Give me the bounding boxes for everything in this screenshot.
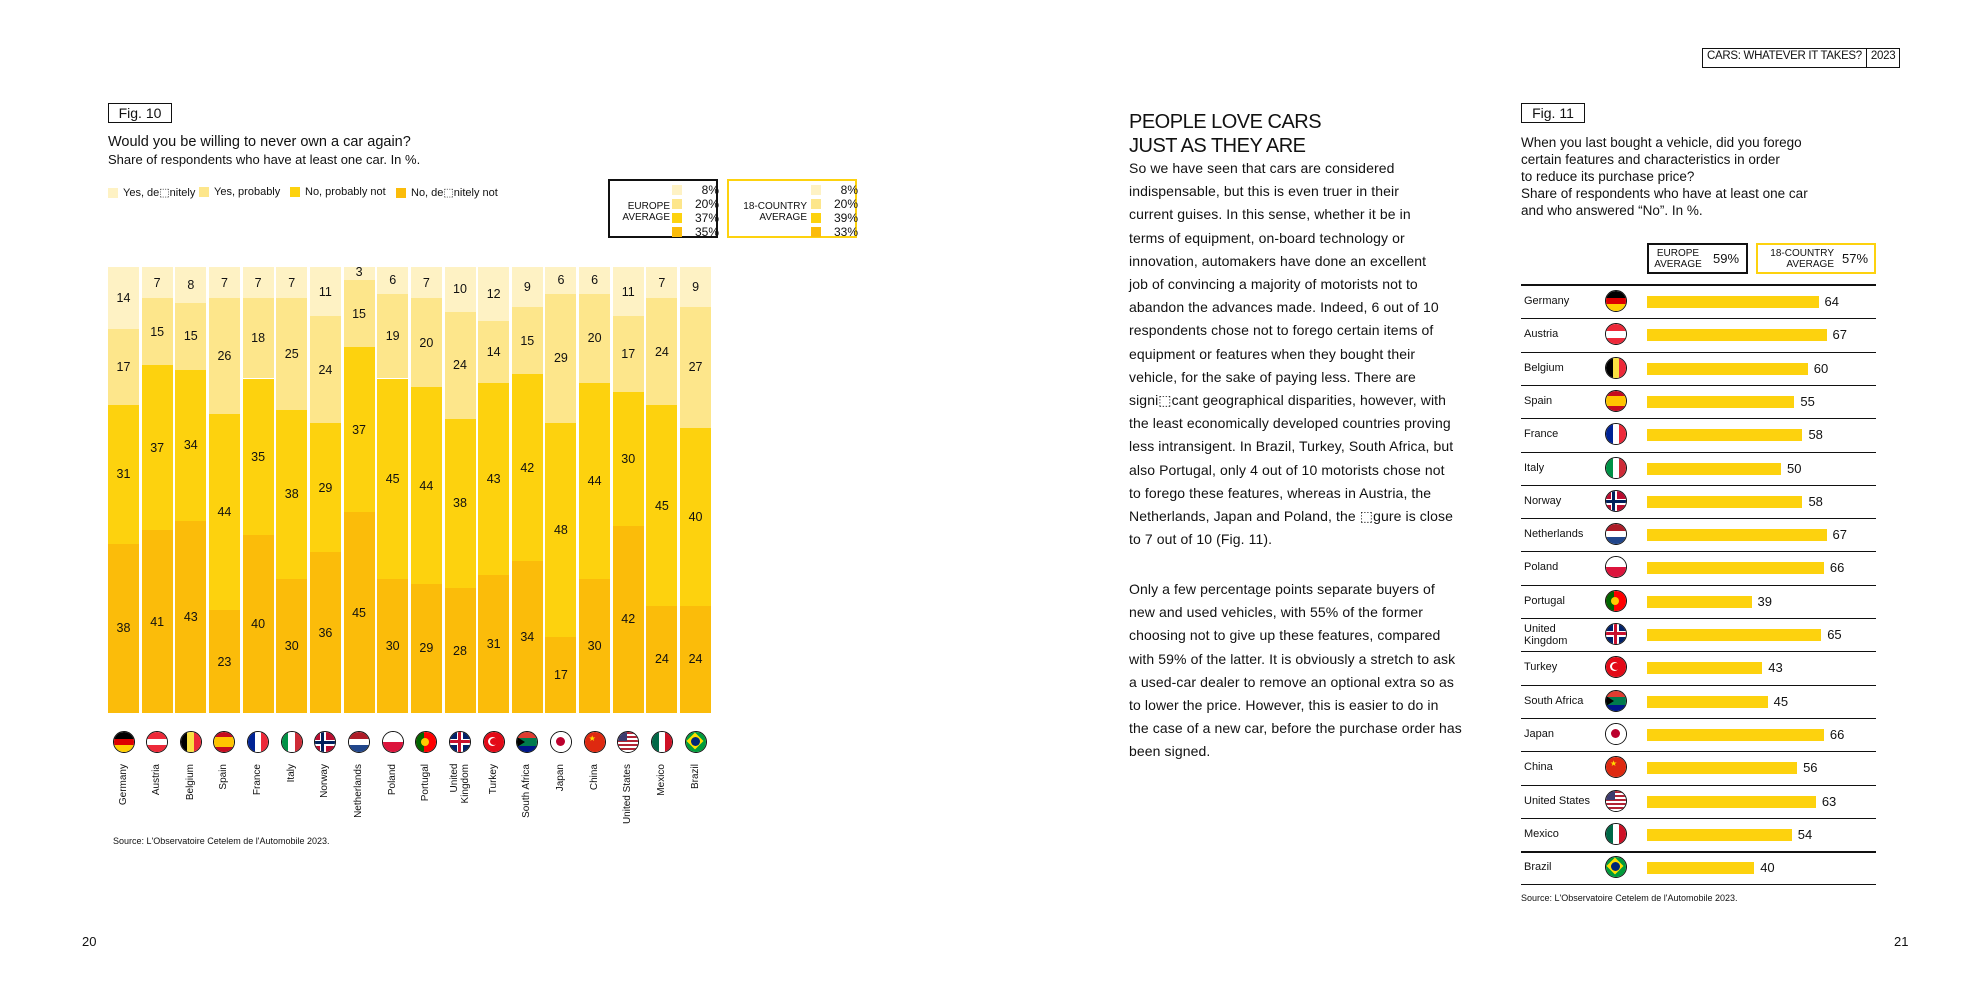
row-divider: [1521, 452, 1876, 453]
article-line: terms of equipment, on-board technology or: [1129, 229, 1405, 246]
bar-value-label: 15: [520, 333, 535, 348]
country-label: Mexico: [1524, 827, 1559, 840]
bar-value-label: 15: [352, 306, 366, 321]
horizontal-bar: [1647, 562, 1824, 574]
country-label: Portugal: [420, 764, 432, 802]
row-divider: [1521, 485, 1876, 486]
bar-value-label: 65: [1827, 627, 1842, 642]
country-flag-icon: [1605, 457, 1627, 479]
fig11-18country-avg-value: 57%: [1842, 251, 1869, 266]
bar-value-label: 24: [654, 344, 669, 359]
bar-value-label: 45: [352, 605, 366, 620]
country-label: Belgium: [1524, 361, 1564, 374]
fig11-question-line: to reduce its purchase price?: [1521, 169, 1695, 184]
country-flag-icon: [1605, 823, 1627, 845]
fig11-question-line: certain features and characteristics in order: [1521, 152, 1780, 167]
bar-value-label: 24: [318, 362, 333, 377]
horizontal-bar: [1647, 296, 1819, 308]
avg-value: 20%: [833, 197, 858, 211]
bar-value-label: 7: [658, 275, 666, 290]
bar-value-label: 38: [116, 621, 131, 636]
article-line: vehicle, for the sake of paying less. There are: [1129, 368, 1416, 385]
bar-value-label: 67: [1832, 527, 1848, 543]
bar-value-label: 38: [453, 496, 467, 511]
horizontal-bar: [1647, 363, 1808, 375]
horizontal-bar: [1647, 629, 1821, 641]
bar-value-label: 17: [553, 668, 568, 683]
country-label: Austria: [1524, 328, 1559, 341]
bar-value-label: 37: [352, 422, 366, 437]
horizontal-bar: [1647, 596, 1752, 608]
fig11-europe-avg-label-line2: AVERAGE: [1654, 259, 1702, 270]
avg-value: 8%: [840, 183, 858, 197]
country-label: China: [588, 764, 600, 791]
row-divider: [1521, 618, 1876, 619]
bar-value-label: 48: [553, 523, 568, 538]
row-divider: [1521, 818, 1876, 819]
bar-value-label: 11: [621, 284, 635, 299]
fig10-source: Source: L'Observatoire Cetelem de l'Automobile 2023.: [113, 836, 330, 846]
row-divider: [1521, 884, 1876, 885]
article-line: So we have seen that cars are considered: [1129, 160, 1395, 176]
horizontal-bar: [1647, 429, 1802, 441]
bar-value-label: 31: [116, 467, 131, 482]
bar-value-label: 43: [486, 471, 501, 486]
bar-value-label: 35: [251, 449, 266, 464]
article-line: respondents chose not to forego certain items of: [1129, 322, 1434, 339]
bar-value-label: 66: [1829, 560, 1845, 576]
bar-value-label: 64: [1824, 294, 1839, 309]
country-label: Italy: [1524, 461, 1545, 474]
bar-value-label: 7: [288, 275, 296, 290]
bar-value-label: 34: [183, 438, 198, 453]
bar-value-label: 20: [587, 331, 602, 346]
fig11-europe-avg-value: 59%: [1713, 251, 1740, 266]
bar-value-label: 66: [1829, 726, 1845, 742]
article-line: the case of a new car, before the purchase order has: [1129, 720, 1462, 737]
avg-value: 20%: [694, 197, 719, 211]
country-label: United States: [1524, 794, 1591, 807]
bar-value-label: 18: [251, 331, 266, 346]
bar-value-label: 34: [520, 630, 535, 645]
horizontal-bar: [1647, 862, 1754, 874]
country-label: Netherlands: [353, 764, 365, 818]
horizontal-bar: [1647, 529, 1827, 541]
bar-value-label: 44: [217, 505, 232, 520]
bar-value-label: 40: [251, 616, 266, 631]
fig10-question-line2: Share of respondents who have at least one car. In %.: [108, 152, 421, 167]
row-divider: [1521, 418, 1876, 419]
row-divider: [1521, 651, 1876, 652]
bar-value-label: 67: [1832, 327, 1848, 343]
fig11-question-line: and who answered “No”. In %.: [1521, 203, 1703, 218]
bar-value-label: 28: [453, 643, 467, 658]
country-flag-icon: [1605, 390, 1627, 412]
bar-value-label: 38: [284, 487, 299, 502]
bar-value-label: 41: [150, 614, 165, 629]
country-label: Mexico: [655, 764, 667, 796]
bar-value-label: 39: [1757, 593, 1772, 609]
article-line: to forego these features, whereas in Austria, the: [1129, 484, 1432, 501]
bar-value-label: 29: [553, 351, 568, 366]
bar-value-label: 40: [1760, 860, 1775, 876]
bar-value-label: 45: [1773, 693, 1789, 709]
country-flag-icon: [1605, 656, 1627, 678]
country-label: France: [1524, 428, 1559, 441]
bar-value-label: 30: [587, 639, 602, 654]
bar-value-label: 43: [1768, 660, 1783, 676]
row-divider: [1521, 851, 1876, 853]
avg-value: 39%: [833, 211, 858, 225]
article-line: Netherlands, Japan and Poland, the ⬚gure is close: [1129, 508, 1453, 525]
fig10-18country-avg-label-line2: AVERAGE: [759, 212, 807, 223]
country-label: Poland: [386, 764, 398, 796]
fig11-label: Fig. 11: [1521, 103, 1585, 123]
country-label: Belgium: [184, 764, 196, 801]
bar-value-label: 14: [486, 344, 501, 359]
article-line: a used-car dealer to remove an optional extra so as: [1129, 673, 1454, 690]
avg-value: 35%: [694, 225, 719, 239]
article-line: to lower the price. However, this is easier to do in: [1129, 697, 1439, 714]
country-label: United Kingdom: [1524, 623, 1568, 647]
country-flag-icon: [1605, 723, 1627, 745]
country-label: South Africa: [1524, 694, 1584, 707]
country-flag-icon: ★: [584, 731, 606, 753]
country-flag-icon: [1605, 590, 1627, 612]
country-flag-icon: [1605, 556, 1627, 578]
bar-value-label: 37: [150, 440, 165, 455]
row-divider: [1521, 751, 1876, 752]
fig11-source: Source: L'Observatoire Cetelem de l'Automobile 2023.: [1521, 893, 1738, 903]
article-title-line2: JUST AS THEY ARE: [1129, 135, 1306, 157]
bar-value-label: 3: [355, 265, 363, 279]
bar-value-label: 54: [1797, 826, 1813, 842]
article-line: new and used vehicles, with 55% of the former: [1129, 604, 1423, 621]
country-flag-icon: [1605, 523, 1627, 545]
article-line: equipment or features when they bought their: [1129, 345, 1416, 362]
fig11-18country-avg-label-line2: AVERAGE: [1786, 259, 1834, 270]
bar-value-label: 27: [688, 360, 703, 375]
country-label: Norway: [319, 764, 331, 798]
bar-value-label: 17: [116, 360, 131, 375]
fig10-label: Fig. 10: [108, 103, 172, 123]
country-label: Turkey: [1524, 661, 1558, 674]
bar-value-label: 30: [385, 639, 400, 654]
bar-value-label: 7: [422, 275, 430, 290]
country-label: Brazil: [1524, 861, 1552, 874]
bar-value-label: 30: [621, 451, 636, 466]
bar-value-label: 24: [688, 652, 703, 667]
horizontal-bar: [1647, 696, 1768, 708]
horizontal-bar: [1647, 729, 1824, 741]
row-divider: [1521, 385, 1876, 386]
bar-value-label: 8: [187, 277, 195, 292]
avg-value: 8%: [701, 183, 719, 197]
country-label: Japan: [554, 764, 566, 792]
bar-value-label: 24: [654, 652, 669, 667]
bar-value-label: 60: [1813, 360, 1829, 376]
bar-value-label: 6: [591, 273, 599, 288]
legend-label: No, probably not: [305, 186, 386, 198]
country-label: Poland: [1524, 561, 1559, 574]
bar-value-label: 44: [419, 478, 434, 493]
avg-value: 37%: [694, 211, 719, 225]
page-number-left: 20: [82, 934, 97, 949]
article-line: Only a few percentage points separate buyers of: [1129, 581, 1435, 597]
fig11-question-line: Share of respondents who have at least one car: [1521, 186, 1808, 201]
row-divider: [1521, 685, 1876, 686]
bar-value-label: 45: [385, 471, 400, 486]
article-line: abandon the advances made. Indeed, 6 out of 10: [1129, 299, 1439, 316]
article-line: been signed.: [1129, 743, 1211, 760]
fig10-question-line1: Would you be willing to never own a car again?: [108, 134, 411, 150]
bar-value-label: 58: [1808, 493, 1823, 509]
horizontal-bar: [1647, 796, 1816, 808]
article-line: choosing not to give up these features, compared: [1129, 627, 1441, 644]
article-line: with 59% of the latter. It is obviously a stretch to ask: [1129, 650, 1456, 667]
bar-value-label: 31: [486, 636, 501, 651]
bar-value-label: 30: [284, 639, 299, 654]
country-flag-icon: [1605, 423, 1627, 445]
bar-value-label: 11: [318, 284, 332, 299]
horizontal-bar: [1647, 662, 1762, 674]
article-line: less intransigent. In Brazil, Turkey, South Africa, but: [1129, 438, 1454, 455]
bar-value-label: 56: [1803, 760, 1818, 776]
row-divider: [1521, 318, 1876, 319]
country-label: Portugal: [1524, 594, 1565, 607]
fig10-europe-avg-label-line2: AVERAGE: [622, 212, 670, 223]
bar-value-label: 12: [486, 286, 501, 301]
horizontal-bar: [1647, 496, 1802, 508]
legend-label: Yes, de⬚nitely: [123, 187, 196, 199]
bar-value-label: 26: [217, 349, 232, 364]
country-flag-icon: [1605, 623, 1627, 645]
bar-value-label: 43: [183, 610, 198, 625]
bar-value-label: 6: [557, 273, 565, 288]
bar-value-label: 10: [453, 282, 467, 297]
article-line: current guises. In this sense, whether it be in: [1129, 206, 1411, 223]
row-divider: [1521, 585, 1876, 586]
bar-value-label: 42: [520, 460, 535, 475]
bar-value-label: 29: [419, 641, 434, 656]
bar-value-label: 7: [153, 275, 161, 290]
country-flag-icon: [1605, 323, 1627, 345]
country-label: Brazil: [689, 764, 701, 790]
bar-value-label: 24: [453, 358, 467, 373]
bar-value-label: 40: [688, 509, 703, 524]
bar-value-label: 29: [318, 480, 333, 495]
country-label: Germany: [1524, 295, 1570, 307]
avg-value: 33%: [833, 225, 858, 239]
bar-value-label: 42: [621, 612, 636, 627]
bar-value-label: 17: [621, 346, 636, 361]
country-label: Italy: [285, 764, 297, 783]
country-flag-icon: ★: [1605, 756, 1627, 778]
country-label: China: [1524, 761, 1553, 774]
horizontal-bar: [1647, 762, 1797, 774]
horizontal-bar: [1647, 329, 1827, 341]
country-flag-icon: [1605, 856, 1627, 878]
article-title-line1: PEOPLE LOVE CARS: [1129, 111, 1322, 133]
article-line: signi⬚cant geographical disparities, however, with: [1129, 392, 1447, 409]
row-divider: [1521, 785, 1876, 786]
bar-value-label: 7: [220, 275, 228, 290]
bar-value-label: 58: [1808, 427, 1823, 443]
bar-value-label: 45: [654, 498, 669, 513]
country-label: Spain: [218, 764, 230, 790]
row-divider: [1521, 551, 1876, 552]
country-flag-icon: [1605, 790, 1627, 812]
country-flag-icon: [1605, 290, 1627, 312]
article-line: to 7 out of 10 (Fig. 11).: [1129, 531, 1273, 548]
bar-value-label: 14: [116, 291, 131, 306]
fig11-europe-avg-label-line1: EUROPE: [1656, 248, 1700, 259]
article-line: also Portugal, only 4 out of 10 motorists chose not: [1129, 461, 1445, 478]
country-flag-icon: [1605, 690, 1627, 712]
legend-label: No, de⬚nitely not: [411, 187, 498, 199]
row-divider: [1521, 718, 1876, 719]
country-label: United Kingdom: [449, 764, 471, 804]
bar-value-label: 63: [1821, 793, 1837, 809]
horizontal-bar: [1647, 463, 1781, 475]
country-label: Austria: [151, 764, 163, 796]
country-label: Norway: [1524, 494, 1562, 507]
page-number-right: 21: [1894, 934, 1909, 949]
country-flag-icon: [1605, 490, 1627, 512]
bar-value-label: 25: [284, 346, 299, 361]
fig10-europe-avg-label-line1: EUROPE: [627, 201, 670, 212]
bar-value-label: 20: [419, 335, 434, 350]
fig11-18country-avg-label-line1: 18-COUNTRY: [1770, 248, 1834, 259]
bar-value-label: 44: [587, 474, 602, 489]
bar-value-label: 36: [318, 625, 333, 640]
horizontal-bar: [1647, 396, 1794, 408]
fig11-question-line: When you last bought a vehicle, did you forego: [1521, 135, 1802, 150]
country-label: South Africa: [521, 764, 533, 818]
bar-value-label: 19: [385, 329, 400, 344]
bar-value-label: 9: [523, 280, 531, 295]
bar-value-label: 7: [254, 275, 262, 290]
fig10-18country-avg-label-line1: 18-COUNTRY: [743, 201, 807, 212]
header-year: 2023: [1870, 50, 1896, 62]
country-flag-icon: [1605, 357, 1627, 379]
row-divider: [1521, 518, 1876, 519]
header-series: CARS: WHATEVER IT TAKES?: [1703, 49, 1867, 67]
bar-value-label: 50: [1787, 460, 1802, 476]
bar-value-label: 23: [217, 654, 232, 669]
bar-value-label: 55: [1800, 393, 1815, 409]
country-label: France: [252, 764, 264, 796]
article-line: the least economically developed countries proving: [1129, 415, 1451, 432]
bar-value-label: 6: [389, 273, 397, 288]
country-label: United States: [622, 764, 634, 825]
article-line: innovation, automakers have done an excellent: [1129, 252, 1427, 269]
row-divider: [1521, 284, 1876, 286]
article-line: job of convincing a majority of motorists not to: [1129, 276, 1418, 293]
country-label: Germany: [117, 764, 129, 806]
bar-value-label: 15: [183, 329, 198, 344]
row-divider: [1521, 352, 1876, 353]
legend-label: Yes, probably: [214, 186, 281, 198]
horizontal-bar: [1647, 829, 1792, 841]
country-label: Japan: [1524, 727, 1554, 740]
country-label: Turkey: [487, 764, 499, 795]
country-label: Spain: [1524, 394, 1553, 407]
bar-value-label: 9: [692, 280, 700, 295]
bar-value-label: 15: [150, 324, 165, 339]
country-label: Netherlands: [1524, 528, 1584, 541]
article-line: indispensable, but this is even truer in their: [1129, 183, 1399, 200]
